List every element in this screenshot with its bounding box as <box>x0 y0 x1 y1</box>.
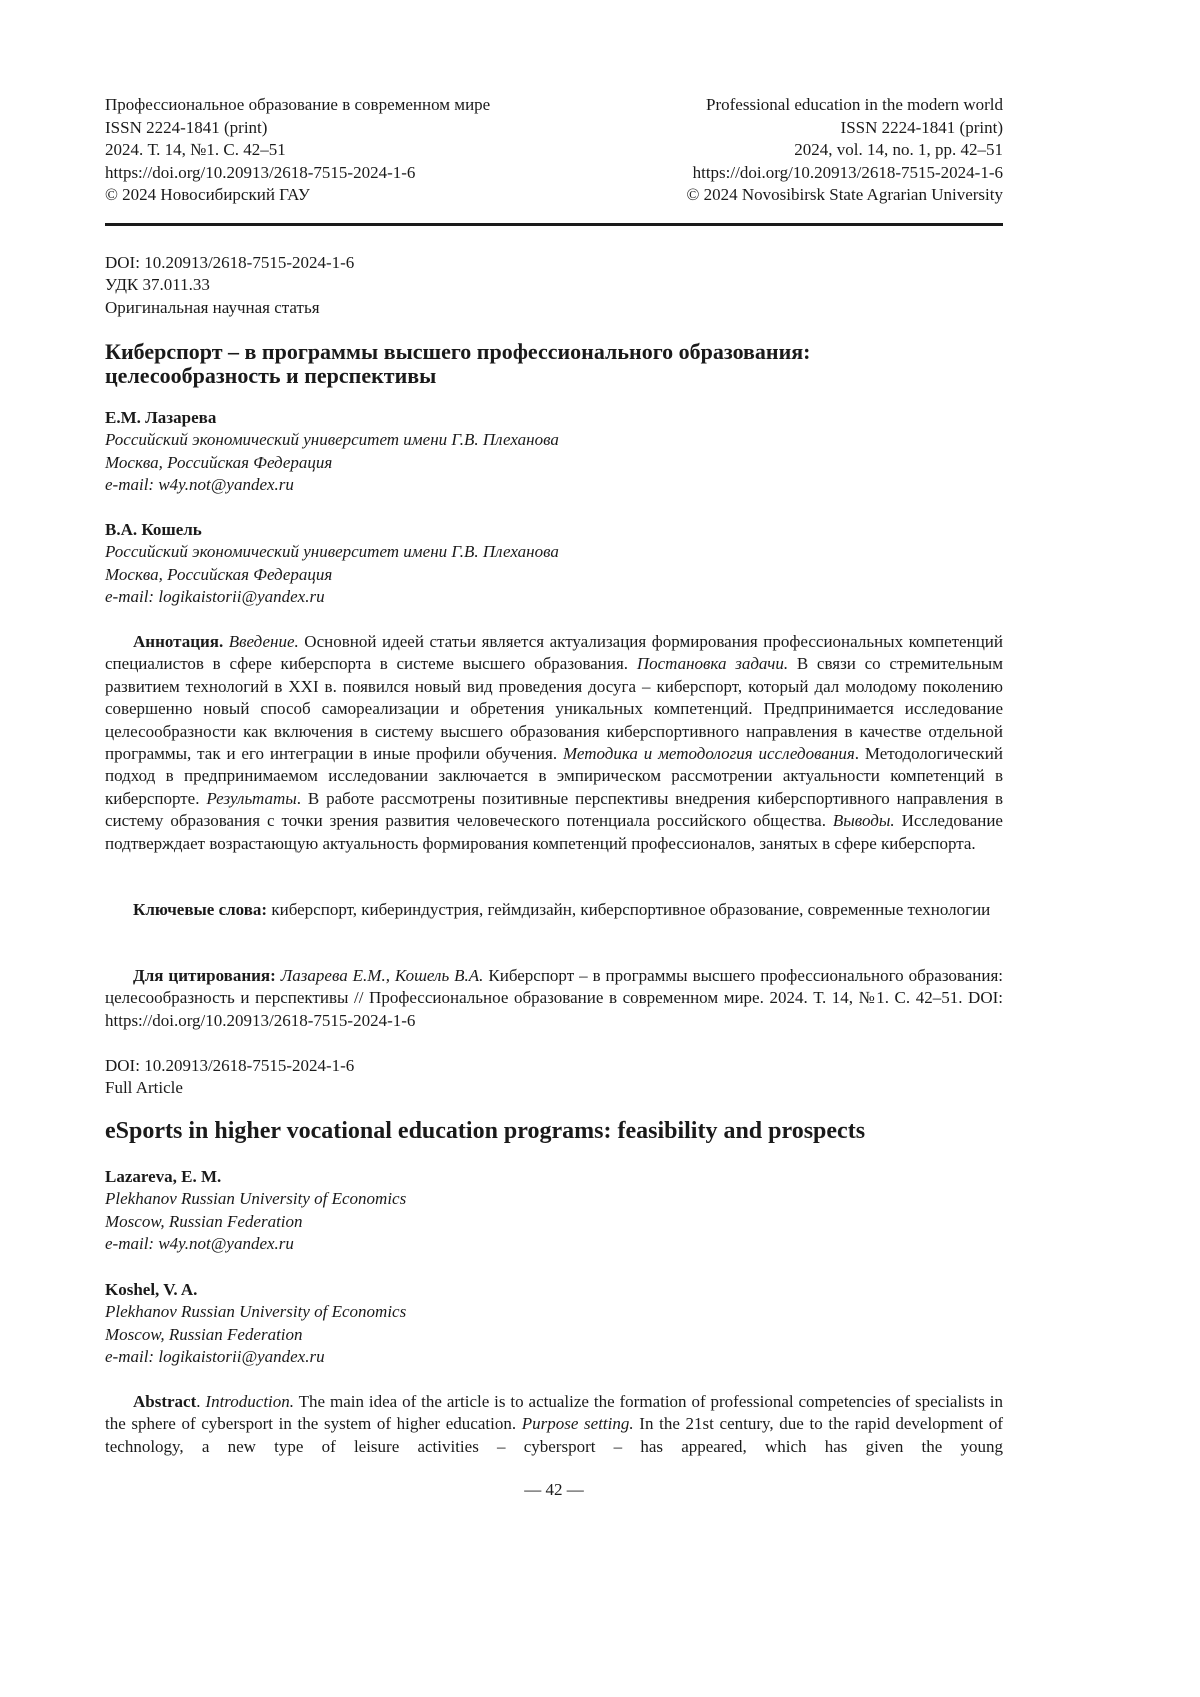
author-city: Moscow, Russian Federation <box>105 1211 1003 1233</box>
author-city: Москва, Российская Федерация <box>105 564 1003 586</box>
en-title: eSports in higher vocational education programs: feasibility and prospects <box>105 1118 1003 1144</box>
ru-title <box>105 340 1003 388</box>
author-name: Koshel, V. A. <box>105 1279 1003 1301</box>
header-divider <box>105 223 1003 226</box>
citation-label: Для цитирования: <box>133 966 276 985</box>
author-name: Lazareva, E. M. <box>105 1166 1003 1188</box>
header-line: © 2024 Novosibirsk State Agrarian University <box>686 184 1003 207</box>
header-line: https://doi.org/10.20913/2618-7515-2024-1-6 <box>105 162 490 185</box>
author-email: e-mail: logikaistorii@yandex.ru <box>105 586 1003 608</box>
abstract-paragraph <box>105 631 1003 855</box>
abstract-text: Исследование подтверждает возрастающую актуальность формирования компетенций профессионалов, занятых в сфере киберспорта. <box>105 811 1003 852</box>
ru-citation <box>105 965 1003 1032</box>
abstract-section-heading: Постановка задачи. <box>637 654 788 673</box>
header-line: Профессиональное образование в современном мире <box>105 94 490 117</box>
en-author-1 <box>105 1166 1003 1256</box>
author-affiliation: Российский экономический университет имени Г.В. Плеханова <box>105 429 1003 451</box>
header-line: © 2024 Новосибирский ГАУ <box>105 184 490 207</box>
header-line: Professional education in the modern world <box>686 94 1003 117</box>
abstract-text: Основной идеей статьи является актуализация формирования профессиональных компетенций специалистов в сфере киберспорта в системе высшего образования. <box>105 632 1003 673</box>
abstract-text: The main idea of the article is to actualize the formation of professional competencies of specialists in the sphere of cybersport in the system of higher education. <box>105 1392 1003 1433</box>
author-affiliation: Plekhanov Russian University of Economics <box>105 1301 1003 1323</box>
abstract-label: Аннотация. <box>133 632 229 651</box>
ru-meta <box>105 252 1003 319</box>
abstract-section-heading: Введение. <box>229 632 299 651</box>
ru-author-1 <box>105 407 1003 497</box>
title-line: целесообразность и перспективы <box>105 364 1003 388</box>
abstract-text: В связи со стремительным развитием технологий в XXI в. появился новый вид проведения досуга – киберспорт, который дал молодому поколению совершенно новый способ самореализации и обретения уникальных компетенций. Предпринимается исследование целесообразности как включения в систему высшего образования киберспортивного направления в качестве отдельной программы, так и его интеграции в иные профили обучения. <box>105 654 1003 763</box>
abstract-section-heading: Результаты <box>206 789 296 808</box>
udc: УДК 37.011.33 <box>105 274 1003 296</box>
ru-author-2 <box>105 519 1003 609</box>
header-line: 2024. Т. 14, №1. С. 42–51 <box>105 139 490 162</box>
header-line: https://doi.org/10.20913/2618-7515-2024-1-6 <box>686 162 1003 185</box>
author-email: e-mail: w4y.not@yandex.ru <box>105 474 1003 496</box>
abstract-text: In the 21st century, due to the rapid development of technology, a new type of leisure activities – cybersport – has appeared, which has given the young <box>105 1414 1003 1455</box>
en-author-2 <box>105 1279 1003 1369</box>
title-line: Киберспорт – в программы высшего профессионального образования: <box>105 340 1003 364</box>
abstract-section-heading: Introduction. <box>205 1392 294 1411</box>
doi: DOI: 10.20913/2618-7515-2024-1-6 <box>105 252 1003 274</box>
abstract-label: Abstract <box>133 1392 196 1411</box>
header-line: ISSN 2224-1841 (print) <box>105 117 490 140</box>
author-affiliation: Plekhanov Russian University of Economics <box>105 1188 1003 1210</box>
keywords-list: киберспорт, кибериндустрия, геймдизайн, киберспортивное образование, современные технологии <box>267 900 990 919</box>
journal-header-en <box>686 94 1003 207</box>
author-email: e-mail: logikaistorii@yandex.ru <box>105 1346 1003 1368</box>
abstract-text: . В работе рассмотрены позитивные перспективы внедрения киберспортивного направления в систему образования с точки зрения развития человеческого потенциала российского общества. <box>105 789 1003 830</box>
author-city: Moscow, Russian Federation <box>105 1324 1003 1346</box>
ru-abstract <box>105 631 1003 855</box>
en-abstract <box>105 1391 1003 1458</box>
doi: DOI: 10.20913/2618-7515-2024-1-6 <box>105 1055 1003 1077</box>
citation-authors: Лазарева Е.М., Кошель В.А. <box>276 966 484 985</box>
author-affiliation: Российский экономический университет имени Г.В. Плеханова <box>105 541 1003 563</box>
page-number: — 42 — <box>0 1480 1108 1500</box>
journal-header-ru <box>105 94 490 207</box>
abstract-text: . Методологический подход в предпринимаемом исследовании заключается в эмпирическом рассмотрении актуальности компетенций в киберспорте. <box>105 744 1003 808</box>
article-type: Full Article <box>105 1077 1003 1099</box>
header-line: ISSN 2224-1841 (print) <box>686 117 1003 140</box>
abstract-section-heading: Purpose setting. <box>522 1414 634 1433</box>
citation-text: Киберспорт – в программы высшего профессионального образования: целесообразность и перспективы // Профессиональное образование в современном мире. 2024. Т. 14, №1. С. 42–51. DOI: https://doi.org/10.20913/2618-7515-2024-1-6 <box>105 966 1003 1030</box>
header-line: 2024, vol. 14, no. 1, pp. 42–51 <box>686 139 1003 162</box>
abstract-text: . <box>196 1392 205 1411</box>
author-name: Е.М. Лазарева <box>105 407 1003 429</box>
abstract-section-heading: Методика и методология исследования <box>563 744 855 763</box>
keywords-label: Ключевые слова: <box>133 900 267 919</box>
article-type: Оригинальная научная статья <box>105 297 1003 319</box>
ru-keywords <box>105 899 1003 921</box>
author-city: Москва, Российская Федерация <box>105 452 1003 474</box>
author-email: e-mail: w4y.not@yandex.ru <box>105 1233 1003 1255</box>
en-meta <box>105 1055 1003 1100</box>
author-name: В.А. Кошель <box>105 519 1003 541</box>
abstract-paragraph <box>105 1391 1003 1458</box>
abstract-section-heading: Выводы. <box>833 811 895 830</box>
